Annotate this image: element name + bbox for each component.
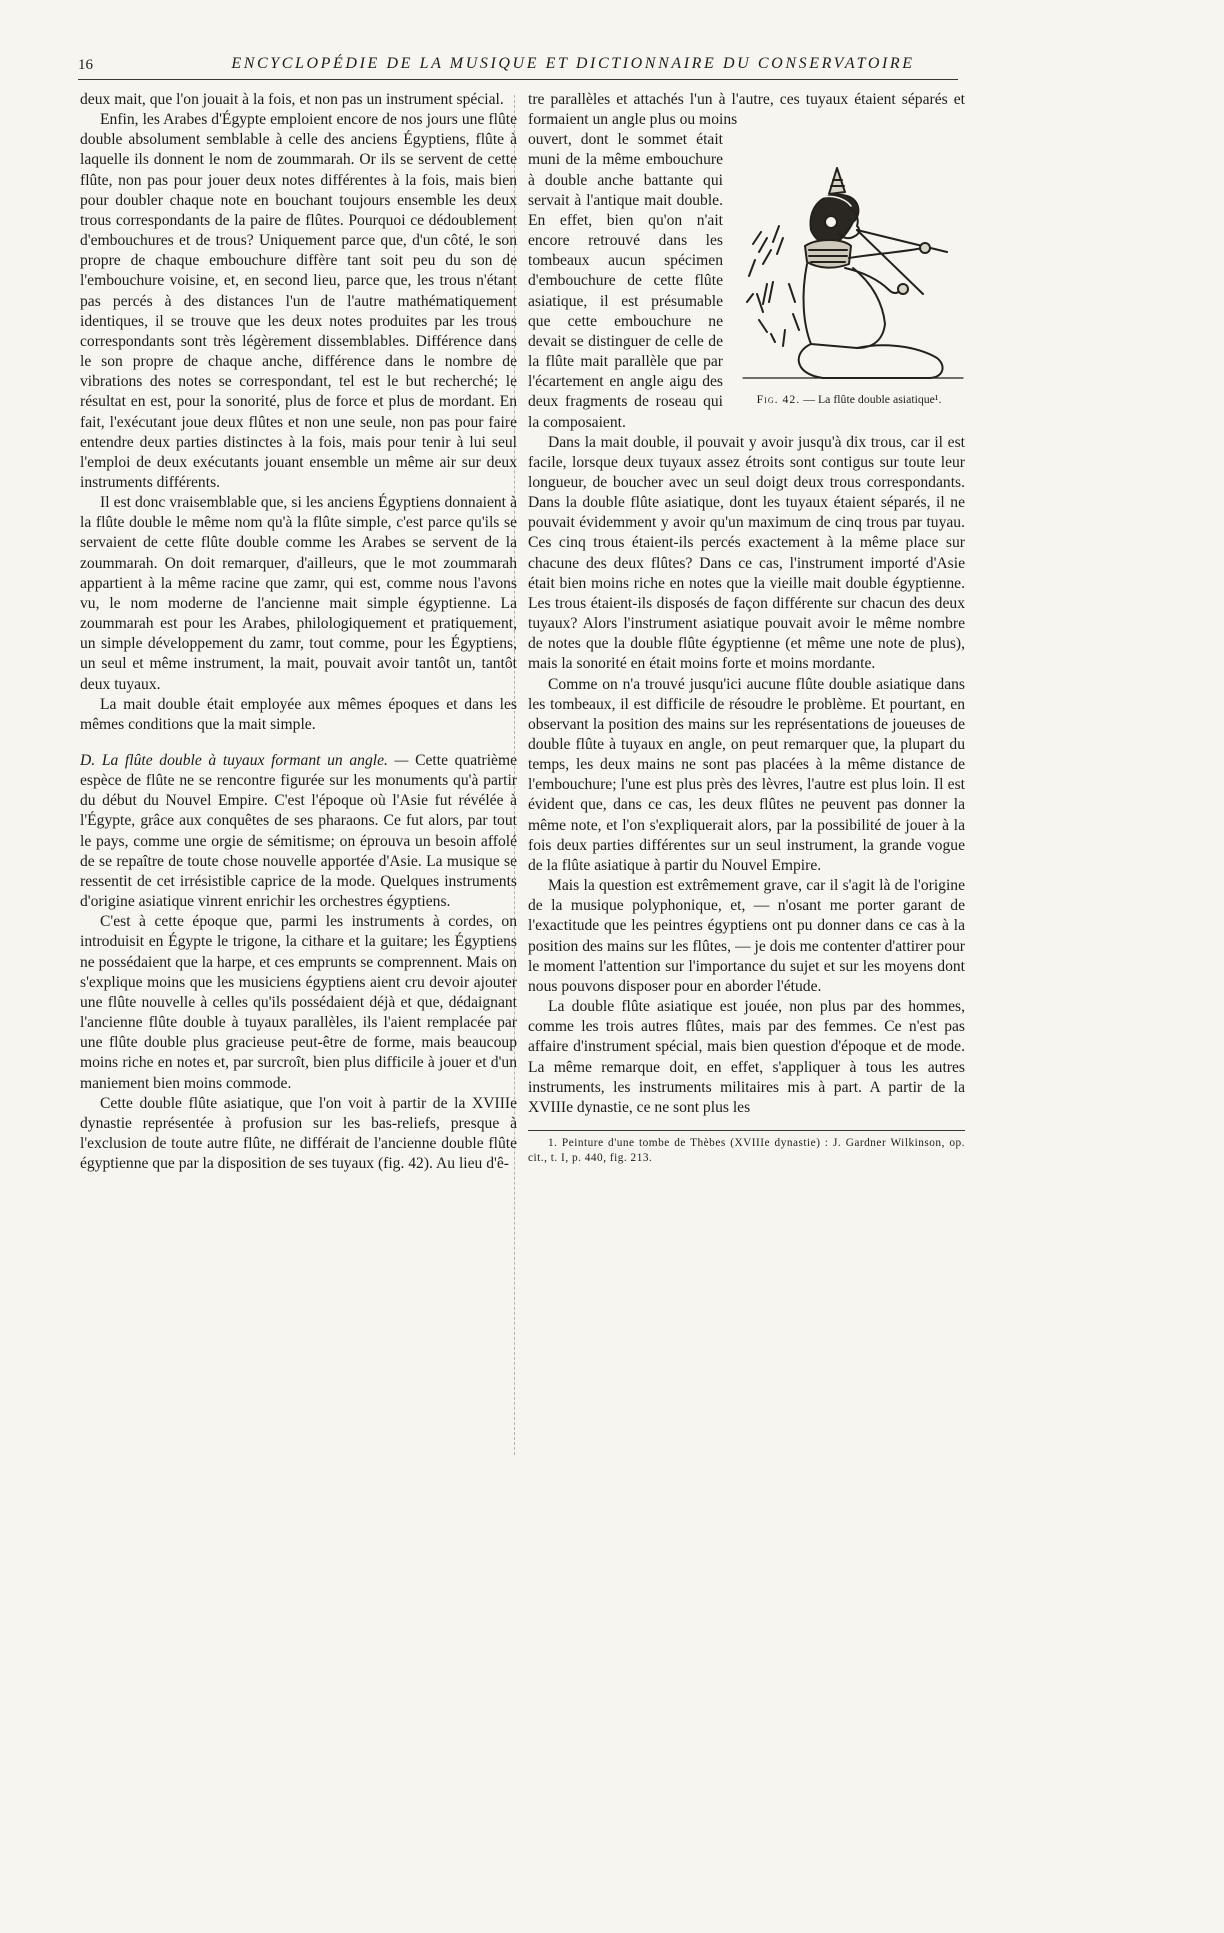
figure-label: Fig. 42.	[756, 392, 801, 407]
flute-player-illustration	[733, 134, 965, 384]
paragraph: deux mait, que l'on jouait à la fois, et non pas un instrument spécial.	[80, 91, 504, 108]
paragraph: La double flûte asiatique est jouée, non plus par des hommes, comme les trois autres flûtes, mais par des femmes. Ce n'est pas affaire d'instrument spécial, mais bien question d'époque et de mode. La même remarque doit, en effet, s'appliquer à tous les autres instruments, les instruments militaires mis à part. A partir de la XVIIIe dynastie, ce ne sont plus les	[528, 998, 965, 1116]
left-column	[80, 90, 517, 1174]
paragraph: Dans la mait double, il pouvait y avoir jusqu'à dix trous, car il est facile, lorsque deux tuyaux assez étroits sont contigus sur toute leur longueur, de boucher avec un seul doigt deux trous correspondants. Dans la double flûte asiatique, dont les tuyaux étaient séparés, il ne pouvait évidemment y avoir qu'un maximum de cinq trous par tuyau. Ces cinq trous étaient-ils percés exactement à la même place sur chacune des deux flûtes? Dans ce cas, l'instrument importé d'Asie était bien moins riche en notes que la vieille mait double égyptienne. Les trous étaient-ils disposés de façon différente sur chacun des deux tuyaux? Alors l'instrument asiatique pouvait avoir le même nombre de notes que la double flûte égyptienne (et même une note de plus), mais la sonorité en était moins forte et moins mordante.	[528, 433, 965, 673]
figure-caption	[733, 392, 965, 407]
page-number: 16	[78, 57, 93, 73]
paragraph: Mais la question est extrêmement grave, car il s'agit là de l'origine de la musique polyphonique, et, — n'osant me porter garant de l'exactitude que les peintres égyptiens ont pu donner dans ce cas à la position des mains sur les flûtes, — je dois me contenter d'attirer pour le moment l'attention sur l'importance du sujet et sur les moyens dont nous pouvons disposer pour en aborder l'étude.	[528, 877, 965, 995]
right-column	[528, 90, 965, 1166]
header-rule	[78, 79, 958, 80]
paragraph: La mait double était employée aux mêmes époques et dans les mêmes conditions que la mait simple.	[80, 695, 517, 733]
page-header	[78, 55, 958, 79]
paragraph: Comme on n'a trouvé jusqu'ici aucune flûte double asiatique dans les tombeaux, il est difficile de résoudre le problème. Et pourtant, en observant la position des mains sur les représentations de joueuses de double flûte à tuyaux en angle, on peut remarquer que, la plupart du temps, les deux mains ne sont pas placées à la même distance de l'embouchure; l'une est plus près des lèvres, l'autre est plus loin. Il est évident que, dans ce cas, les deux flûtes ne peuvent pas donner la même note, et l'on s'expliquerait alors, par la possibilité de jouer à la fois deux parties différentes sur un seul instrument, la grande vogue de la flûte asiatique à partir du Nouvel Empire.	[528, 675, 965, 874]
section-text: Cette quatrième espèce de flûte ne se rencontre figurée sur les monuments qu'à partir du début du Nouvel Empire. C'est l'époque où l'Asie fut révélée à l'Égypte, grâce aux conquêtes de ses pharaons. Ce fut alors, par tout le pays, comme une orgie de sémitisme; on éprouva un besoin affolé de se repaître de toute chose nouvelle apportée d'Asie. La musique se ressentit de cet irrésistible caprice de la mode. Quelques instruments d'origine asiatique vinrent enrichir les orchestres égyptiens.	[80, 752, 518, 911]
section-heading: D. La flûte double à tuyaux formant un angle. —	[80, 752, 409, 769]
running-title: ENCYCLOPÉDIE DE LA MUSIQUE ET DICTIONNAIRE DU CONSERVATOIRE	[231, 55, 915, 72]
figure-caption-text: — La flûte double asiatique¹.	[800, 392, 942, 407]
paragraph: tre parallèles et attachés l'un à l'autre, ces tuyaux étaient séparés et formaient un angle plus ou moins	[528, 91, 965, 129]
paragraph: ouvert, dont le sommet était muni de la même embouchure à double anche battante qui servait à l'antique mait double. En effet, bien qu'on n'ait encore retrouvé dans les tombeaux aucun spécimen d'embouchure de cette flûte asiatique, il est présumable que cette embouchure ne devait se distinguer de celle de la flûte mait parallèle que par l'écartement en angle aigu des deux fragments de roseau qui la composaient.	[528, 131, 723, 431]
paragraph: Il est donc vraisemblable que, si les anciens Égyptiens donnaient à la flûte double le même nom qu'à la flûte simple, c'est parce qu'ils se servaient de cette flûte double comme les Arabes se servent de la zoummarah. On doit remarquer, d'ailleurs, que le mot zoummarah appartient à la même racine que zamr, qui est, comme nous l'avons vu, le nom moderne de l'ancienne mait simple égyptienne. La zoummarah est pour les Arabes, philologiquement et pratiquement, un simple développement du zamr, tout comme, pour les Égyptiens, un seul et même instrument, la mait, pouvait avoir tantôt un, tantôt deux tuyaux.	[80, 494, 517, 693]
paragraph: Cette double flûte asiatique, que l'on voit à partir de la XVIIIe dynastie représentée à profusion sur les bas-reliefs, presque à l'exclusion de toute autre flûte, ne différait de l'ancienne double flûte égyptienne que par la disposition de ses tuyaux (fig. 42). Au lieu d'ê-	[80, 1094, 517, 1173]
section-paragraph	[80, 751, 517, 912]
figure-42	[733, 134, 965, 407]
footnote-rule	[528, 1130, 965, 1131]
footnote: 1. Peinture d'une tombe de Thèbes (XVIIIe dynastie) : J. Gardner Wilkinson, op. cit., t. I, p. 440, fig. 213.	[528, 1136, 965, 1164]
paragraph: Enfin, les Arabes d'Égypte emploient encore de nos jours une flûte double absolument semblable à celle des anciens Égyptiens, flûte à laquelle ils donnent le nom de zoummarah. Or ils se servent de cette flûte, non pas pour jouer deux notes différentes à la fois, mais bien pour doubler chaque note en bouchant toujours ensemble les deux trous correspondants de la paire de flûtes. Pourquoi ce dédoublement d'embouchures et de trous? Uniquement parce que, d'un côté, le son propre de chaque embouchure diffère tant soit peu du son de l'embouchure voisine, et, en second lieu, parce que, les trous n'étant pas percés à des distances l'un de l'autre mathématiquement identiques, il se trouve que les deux notes produites par les trous correspondants sont très légèrement dissemblables. Différence dans le son propre de chaque anche, différence dans le nombre de vibrations des notes se correspondant, tel est le but recherché; le résultat en est, pour la sonorité, plus de force et plus de mordant. En fait, l'exécutant joue deux flûtes et non une seule, non pas pour faire entendre deux parties distinctes à la fois, mais pour tenir à lui seul l'emploi de deux exécutants jouant ensemble un même air sur deux instruments différents.	[80, 111, 517, 491]
paragraph: C'est à cette époque que, parmi les instruments à cordes, on introduisit en Égypte le trigone, la cithare et la guitare; les Égyptiens ne possédaient que la harpe, et ces emprunts se comprennent. Mais on s'explique moins que les musiciens égyptiens aient cru devoir ajouter une flûte nouvelle à celles qu'ils possédaient déjà et que, dédaignant l'ancienne flûte double à tuyaux parallèles, ils l'aient remplacée par une flûte double plus gracieuse peut-être de forme, mais beaucoup moins riche en notes et, par surcroît, bien plus difficile à jouer et d'un maniement bien moins commode.	[80, 913, 517, 1092]
